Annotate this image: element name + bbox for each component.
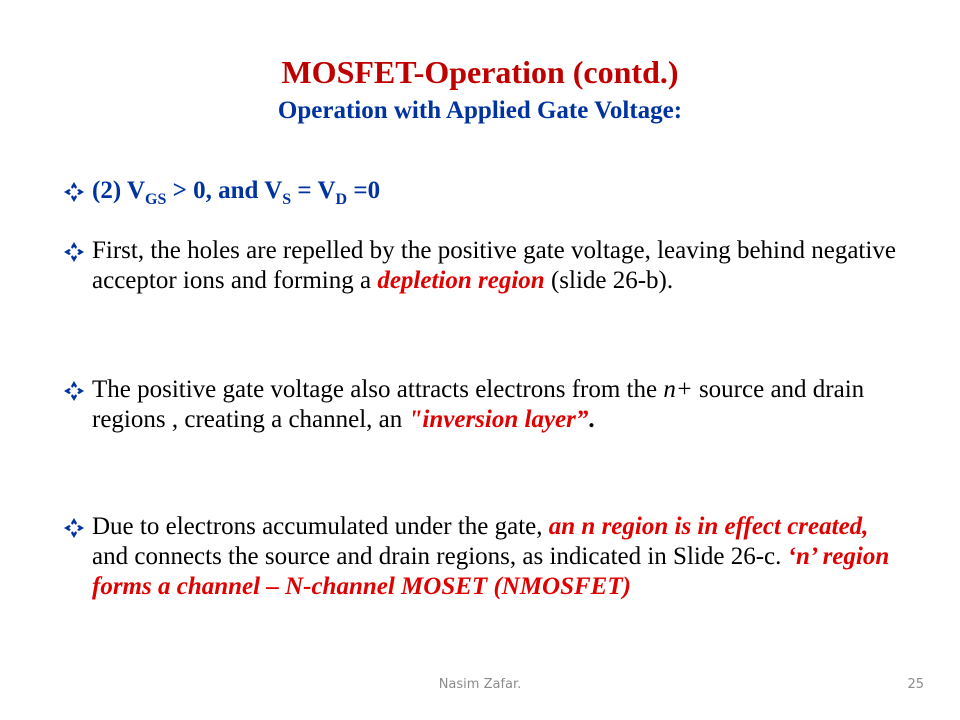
diamond-bullet-icon <box>64 518 84 538</box>
bullet-condition <box>64 176 904 215</box>
emphasis-depletion: depletion region <box>377 267 545 294</box>
bullet-depletion-text: First, the holes are repelled by the positive gate voltage, leaving behind negative acceptor ions and forming a depletion region (slide 26-b). <box>92 237 896 294</box>
bullet-inversion <box>64 375 904 435</box>
diamond-bullet-icon <box>64 381 84 401</box>
emphasis-n-channel: ‘n’ region forms a channel – N-channel MOSET (NMOSFET) <box>92 543 890 600</box>
bullet-condition-text: (2) $V_{GS} > 0$, and $V_S = V_D =0$ <box>92 177 381 208</box>
bullet-depletion <box>64 236 904 296</box>
bullet-nchannel-text: Due to electrons accumulated under the gate, an n region is in effect created, and connects the source and drain regions, as indicated in Slide 26-c. ‘n’ region forms a channel – N-channel MOSET (NMOSFET) <box>92 513 890 600</box>
emphasis-inversion: "inversion layer” <box>408 406 589 433</box>
page-number: 25 <box>907 677 924 692</box>
footer-author: Nasim Zafar. <box>438 677 522 692</box>
slide-subtitle: Operation with Applied Gate Voltage: <box>277 97 683 124</box>
diamond-bullet-icon <box>64 242 84 262</box>
slide-title: MOSFET-Operation (contd.) <box>281 54 679 90</box>
bullet-inversion-text: The positive gate voltage also attracts electrons from the n+ source and drain regions , creating a channel, an "inversion layer”. <box>92 376 865 433</box>
emphasis-n-region: an n region is in effect created, <box>548 513 869 540</box>
bullet-nchannel <box>64 512 904 602</box>
diamond-bullet-icon <box>64 182 84 202</box>
